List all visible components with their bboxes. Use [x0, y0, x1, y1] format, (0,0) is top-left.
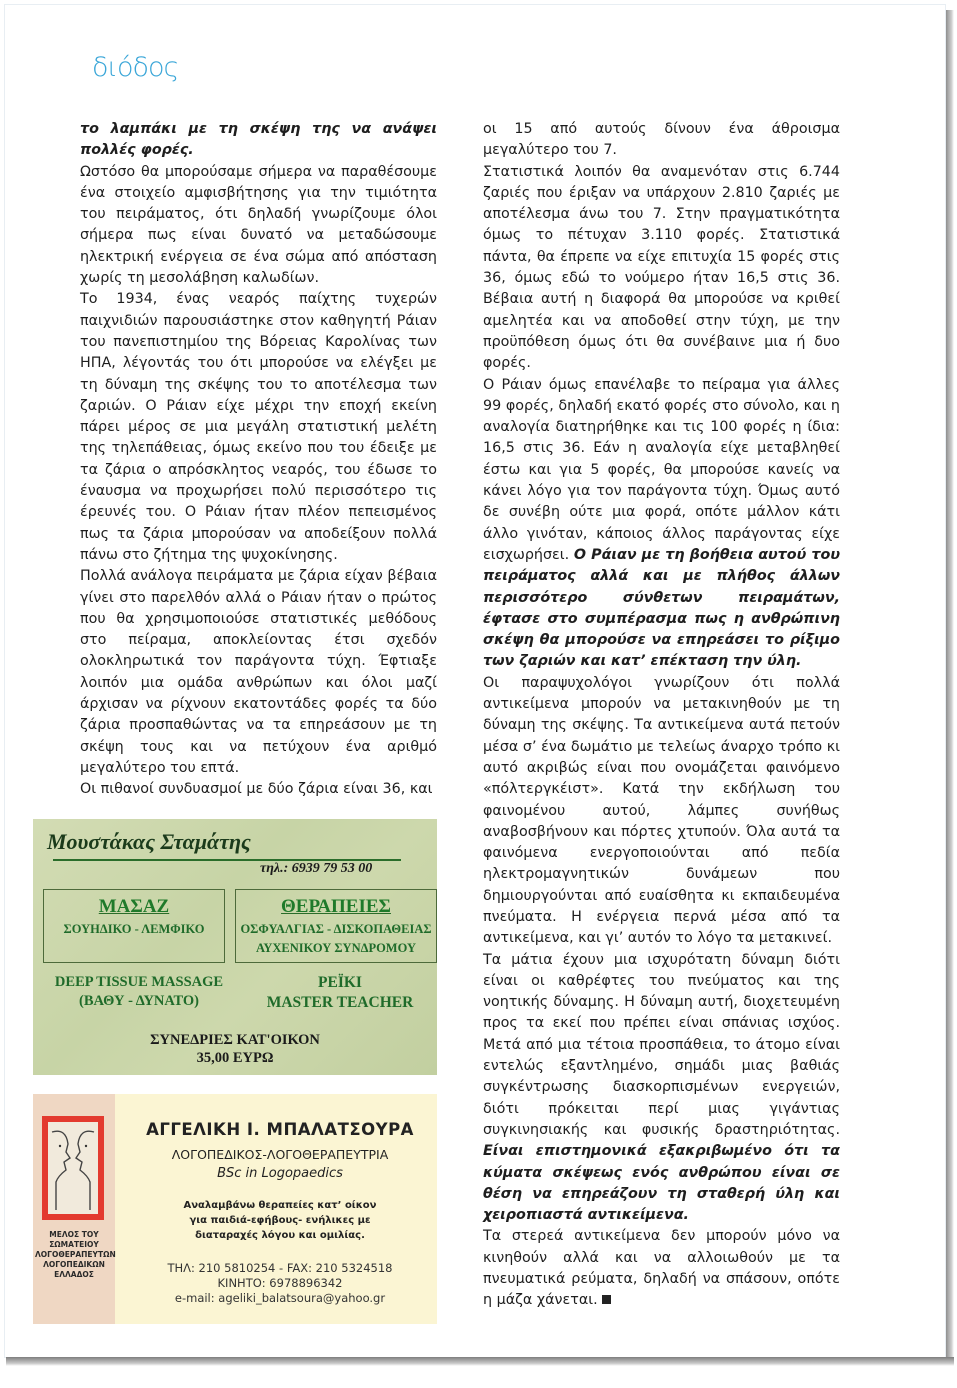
end-of-article-icon [602, 1295, 611, 1304]
member-line-1: ΜΕΛΟΣ ΤΟΥ ΣΩΜΑΤΕΙΟΥ [49, 1230, 99, 1249]
stamp-inner [48, 1122, 98, 1214]
paragraph: οι 15 από αυτούς δίνουν ένα άθροισμα μεγαλύτερο του 7. [483, 121, 840, 159]
massage-box [43, 889, 225, 963]
therapies-box [235, 889, 437, 963]
deep-tissue-text [39, 973, 239, 1011]
two-faces-icon [48, 1122, 98, 1214]
ad-contact [123, 1261, 437, 1306]
paragraph [483, 1226, 840, 1311]
paragraph-text: Τα στερεά αντικείμενα δεν μπορούν μόνο να κινηθούν αλλά και να αλλοιωθούν με τα πνευματικά ρεύματα, δηλαδή να σπάσουν, οπότε η μάζα χάνεται. [483, 1228, 840, 1309]
therapies-line-2: ΑΥΧΕΝΙΚΟΥ ΣΥΝΔΡΟΜΟΥ [255, 941, 417, 955]
reiki-line-1: ΡΕΪΚΙ [318, 974, 362, 991]
page-shadow-bottom [6, 1357, 954, 1366]
massage-title: ΜΑΣΑΖ [98, 896, 170, 917]
member-line-2: ΛΟΓΟΘΕΡΑΠΕΥΤΩΝ [35, 1250, 116, 1259]
ad-side-panel [33, 1094, 115, 1324]
therapies-line-1: ΟΣΦΥΑΛΓΙΑΣ - ΔΙΣΚΟΠΑΘΕΙΑΣ [240, 922, 432, 936]
paragraph-text: Ο Ράιαν όμως επανέλαβε το πείραμα για άλλες 99 φορές, δηλαδή εκατό φορές στο σύνολο, και η αναλογία διατηρήθηκε και τις 100 φορές η ίδια: 16,5 στις 36. Εάν η αναλογία είχε μεταβληθεί έστω και για 5 φορές, θα μπορούσε κανείς να κάνει λόγο για τον παράγοντα τύχη. Όμως αυτό δε συνέβη ούτε μια φορά, οπότε μάλλον κάτι άλλο γινόταν, κάποιος άλλος παράγοντας είχε εισχωρήσει. [483, 376, 840, 563]
paragraph: Οι πιθανοί συνδυασμοί με δύο ζάρια είναι 36, και [80, 781, 433, 798]
ad-name: ΑΓΓΕΛΙΚΗ Ι. ΜΠΑΛΑΤΣΟΥΡΑ [146, 1120, 414, 1139]
ad-profession: ΛΟΓΟΠΕΔΙΚΟΣ-ΛΟΓΟΘΕΡΑΠΕΥΤΡΙΑ [171, 1147, 389, 1162]
ad-description [123, 1198, 437, 1243]
page-shadow-right [946, 10, 954, 1366]
article-column-right [483, 119, 840, 1312]
emphasis-text: Ο Ράιαν με τη βοήθεια αυτού του πειράματος αλλά και με πλήθος άλλων περισσότερο σύνθετων πειραμάτων, έφτασε στο συμπέρασμα πως η ανθρώπινη σκέψη θα μπορούσε να επηρεάσει το ρίξιμο των ζαριών και κατ’ επέκταση την ύλη. [483, 546, 840, 670]
paragraph: Το 1934, ένας νεαρός παίχτης τυχερών παιχνιδιών παρουσιάστηκε στον καθηγητή Ράιαν του πανεπιστημίου της Βόρειας Καρολίνας των ΗΠΑ, λέγοντάς του ότι μπορούσε να ελέγξει με τη δύναμη της σκέψης του το αποτέλεσμα των ζαριών. Ο Ράιαν είχε μέχρι την εποχή εκείνη πάρει μέρος σε μια μεγάλη στατιστική μελέτη της τηλεπάθειας, όμως εκείνο που του έδειξε με τα ζάρια ο απρόσκλητος νεαρός, του έδωσε το έναυσμα να προχωρήσει πολύ περισσότερο τις έρευνές του. Ο Ράιαν ήταν πλέον πεπεισμένος πως τα ζάρια μπορούσαν να αποδείξουν πολλά πάνω στο ζήτημα της ψυχοκίνησης. [80, 291, 437, 563]
desc-line-3: διαταραχές λόγου και ομιλίας. [195, 1230, 365, 1241]
reiki-text [247, 973, 433, 1013]
paragraph: Πολλά ανάλογα πειράματα με ζάρια είχαν βέβαια γίνει στο παρελθόν αλλά ο Ράιαν ήταν ο πρώτος που θα χρησιμοποιούσε στατιστικές μεθόδους στο πείραμα, αποκλείοντας έτσι σχεδόν ολοκληρωτικά τον παράγοντα τύχη. Έφτιαξε λοιπόν μια ομάδα ανθρώπων και όλοι μαζί άρχισαν να ρίχνουν εκατοντάδες φορές τα δύο ζάρια προσπαθώντας να τα επηρεάσουν με τη σκέψη τους και να πετύχουν ένα αριθμό μεγαλύτερο του επτά. [80, 568, 437, 776]
ad-name: Μουστάκας Σταμάτης [47, 829, 251, 854]
deep-line-2: (ΒΑΘΥ - ΔΥΝΑΤΟ) [79, 993, 199, 1009]
phone-fax: ΤΗΛ: 210 5810254 - FAX: 210 5324518 [167, 1261, 393, 1275]
paragraph: Ωστόσο θα μπορούσαμε σήμερα να παραθέσουμε ένα στοιχείο αμφισβήτησης για την τιμιότητα του πειράματος, ότι δηλαδή γνωρίζουμε όλοι σήμερα πως είναι δυνατό να μεταδώσουμε ηλεκτρική ενέργεια σε ένα σώμα από απόσταση χωρίς τη μεσολάβηση καλωδίων. [80, 163, 437, 287]
paragraph: το λαμπάκι με τη σκέψη της να ανάψει πολλές φορές. [80, 121, 437, 159]
mobile-phone: ΚΙΝΗΤΟ: 6978896342 [217, 1276, 343, 1290]
magazine-logo: διόδος [92, 52, 179, 83]
ad-degree: BSc in Logopaedics [217, 1166, 343, 1181]
ad-massage-therapist [33, 819, 437, 1075]
paragraph: Οι παραψυχολόγοι γνωρίζουν ότι πολλά αντικείμενα μπορούν να μετακινηθούν με τη δύναμη της σκέψης. Τα αντικείμενα αυτά πετούν μέσα σ’ ένα δωμάτιο με τελείως άναρχο τρόπο κι αυτό ακριβώς είναι που ονομάζεται φαινόμενο «πόλτεργκέιστ». Κατά την εκδήλωση του φαινομένου αυτού, λάμπες συνήθως αναβοσβήνουν και πόρτες χτυπούν. Όλα αυτά τα φαινόμενα ενεργοποιούνται από πεδία ηλεκτρομαγνητικών δυνάμεων που δημιουργούνται από ευαίσθητα κι εκπαιδευμένα πνεύματα. Η ενέργεια περνά μέσα από τα αντικείμενα, και γι’ αυτόν το λόγο τα μετακινεί. [483, 674, 840, 947]
faces-stamp-icon [42, 1116, 104, 1220]
sessions-line: ΣΥΝΕΔΡΙΕΣ ΚΑΤ'ΟΙΚΟΝ [150, 1032, 320, 1048]
therapies-title: ΘΕΡΑΠΕΙΕΣ [281, 896, 391, 917]
sessions-price [33, 1031, 437, 1067]
ad-phone: τηλ.: 6939 79 53 00 [260, 861, 373, 876]
massage-types: ΣΟΥΗΔΙΚΟ - ΛΕΜΦΙΚΟ [63, 922, 205, 936]
reiki-line-2: MASTER TEACHER [266, 994, 414, 1011]
paragraph-text: Τα μάτια έχουν μια ισχυρότατη δύναμη διότι είναι οι καθρέφτες του πνεύματος και της νοητικής δύναμης. Η δύναμη αυτή, διοχετευμένη προς τα εκεί που πρέπει είναι σπάνιας ισχύος. Μετά από μια τέτοια προσπάθεια, το άτομο είναι εντελώς εξαντλημένο, σημάδι μιας βαθιάς συγκέντρωσης διασκορπισμένων ενεργειών, διότι πρόκειται περί μιας γιγάντιας συγκινησιακής και φυσικής δραστηριότητας. [483, 951, 840, 1138]
article-column-left [80, 119, 437, 801]
price-line: 35,00 ΕΥΡΩ [196, 1050, 274, 1066]
desc-line-2: για παιδιά-εφήβους- ενήλικες με [189, 1215, 371, 1226]
emphasis-text: Είναι επιστημονικά εξακριβωμένο ότι τα κύματα σκέψεως ενός ανθρώπου είναι σε θέση να επηρεάζουν τη σταθερή ύλη και χειροπιαστά αντικείμενα. [483, 1143, 840, 1224]
email-address: e-mail: ageliki_balatsoura@yahoo.gr [174, 1291, 386, 1305]
paragraph [483, 375, 840, 673]
paragraph: Στατιστικά λοιπόν θα αναμενόταν στις 6.744 ζαριές που έριξαν να υπάρχουν 2.810 ζαριές με αποτέλεσμα άνω του 7. Στην πραγματικότητα όμως το πέτυχαν 3.110 φορές. Στατιστικά πάντα, θα έπρεπε να είχε επιτυχία 15 φορές στις 36, όμως εδώ το νούμερο ήταν 16,5 στις 36. Βέβαια αυτή η διαφορά θα μπορούσε να κριθεί αμελητέα και να αποδοθεί στην τύχη, με την προϋπόθεση όμως ότι θα συνέβαινε μια ή δυο φορές. [483, 163, 840, 372]
ad-speech-therapist [33, 1094, 437, 1324]
deep-line-1: DEEP TISSUE MASSAGE [54, 974, 224, 990]
membership-text [35, 1230, 116, 1280]
paragraph [483, 950, 840, 1227]
desc-line-1: Αναλαμβάνω θεραπείες κατ’ οίκον [183, 1200, 377, 1211]
member-line-3: ΛΟΓΟΠΕΔΙΚΩΝ ΕΛΛΑΔΟΣ [43, 1260, 105, 1279]
